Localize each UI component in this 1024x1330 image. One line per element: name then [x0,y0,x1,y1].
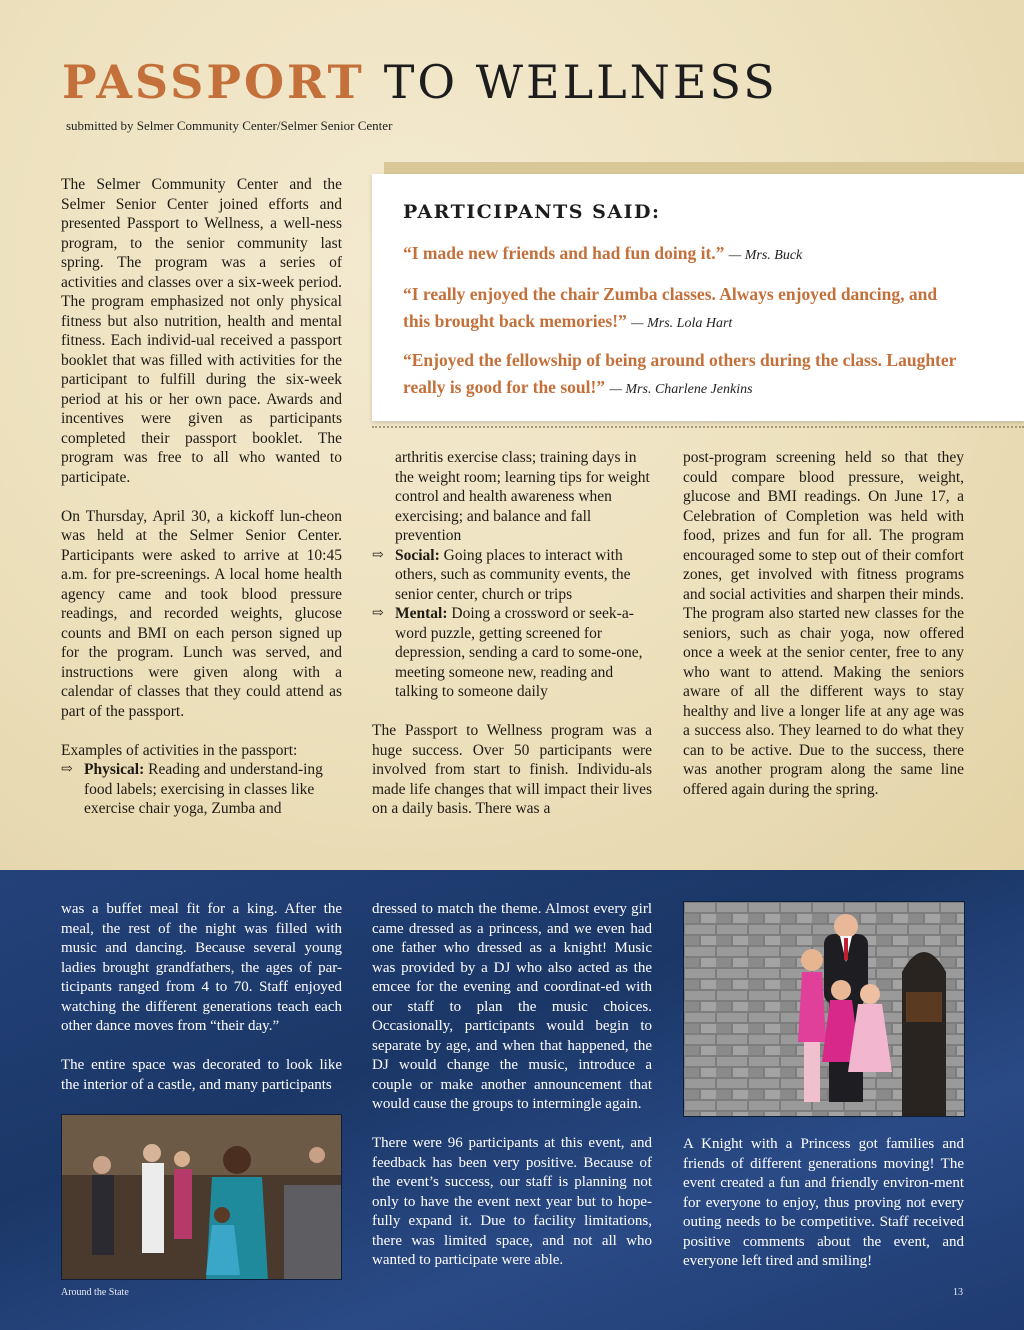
bullet-continuation: arthritis exercise class; training days in the weight room; learning tips for weight control and health awareness when exercising; and balance and fall prevention [395,449,650,544]
paragraph: was a buffet meal fit for a king. After the meal, the rest of the night was filled with music and dancing. Because several young ladies brought grandfathers, the ages of par-ticipants ranged from 4 to 70. Staff enjoyed watching the different generations teach each other dance moves from “their day.” [61,901,342,1034]
paragraph: The Passport to Wellness program was a huge success. Over 50 participants were involved from start to finish. Individu-als made life changes that will impact their lives on a daily basis. There was a [372,722,652,817]
paragraph: A Knight with a Princess got families and friends of different generations moving! The event created a fun and friendly environ-ment for everyone to enjoy, thus proving not every outing needs to be competitive. Staff received positive comments about the event, and everyone left tired and smiling! [683,1136,964,1269]
bullet-text: Going places to interact with others, such as community events, the senior center, church or trips [395,546,631,603]
bullet-label: Physical: [84,761,145,778]
quote-3 [403,347,963,403]
quote-text: “Enjoyed the fellowship of being around others during the class. Laughter really is good for the soul!” [403,350,957,397]
article-column-2 [372,448,652,819]
arrow-icon: ⇨ [61,762,73,777]
event-column-2 [372,900,652,1115]
quote-1 [403,240,963,269]
paragraph: post-program screening held so that they could compare blood pressure, weight, glucose and BMI readings. On June 17, a Celebration of Completion was held with food, prizes and fun for all. The program encouraged some to step out of their comfort zones, get involved with fitness programs and social activities and sharpen their minds. The program also started new classes for the seniors, such as chair yoga, now offered once a week at the senior center, free to any who want to attend. Making the seniors aware of all the different ways to stay healthy and live a longer life at any age was a success also. They learned to do what they can to be active. Due to the success, there was another program along the same line offered again during the spring. [683,449,964,798]
quote-attribution: — Mrs. Lola Hart [631,316,733,331]
quote-text: “I made new friends and had fun doing it.” [403,243,725,263]
article-column-1 [61,175,342,819]
list-item [61,760,342,819]
quote-box-heading: PARTICIPANTS SAID: [403,201,661,223]
paragraph: The Selmer Community Center and the Selmer Senior Center joined efforts and presented Passport to Wellness, a well-ness program, to the senior community last spring. The program was a series of activities and classes over a six-week period. The program emphasized not only physical fitness but also nutrition, health and mental fitness. Each individ-ual received a passport booklet that was filled with activities for the participant to fulfill during the six-week period at his or her own pace. Awards and incentives were given as participants completed their passport booklet. The program was free to all who wanted to participate. [61,176,342,486]
knight-princess-photo [683,901,965,1117]
activity-list [61,760,342,819]
dotted-divider [372,426,1024,428]
list-item [372,546,652,605]
quote-attribution: — Mrs. Buck [728,248,803,263]
bullet-text: Doing a crossword or seek-a-word puzzle, getting screened for depression, sending a card to some-one, meeting someone new, reading and talking to someone daily [395,605,643,700]
paragraph: The entire space was decorated to look like the interior of a castle, and many participants [61,1057,342,1093]
arrow-icon: ⇨ [372,606,384,621]
title-part-2: TO WELLNESS [383,55,778,109]
page-title [62,52,778,112]
bullet-text: Reading and understand-ing food labels; exercising in classes like exercise chair yoga, Zumba and [84,761,323,817]
quote-attribution: — Mrs. Charlene Jenkins [609,382,753,397]
list-item [372,604,652,702]
title-part-1: PASSPORT [62,55,365,109]
paragraph: dressed to match the theme. Almost every girl came dressed as a princess, and we even had one father who dressed as a knight! Music was provided by a DJ who also acted as the emcee for the evening and coordinat-ed with our staff to plan the music choices. Occasionally, participants would begin to separate by age, and when that happened, the DJ would change the music, introduce a couple or make another announcement that would cause the groups to intermingle again. [372,901,652,1112]
bullet-label: Mental: [395,605,448,622]
article-column-3 [683,448,964,799]
activity-list-continued [372,546,652,702]
paragraph: There were 96 participants at this event, and feedback has been very positive. Because of the event’s success, our staff is planning not only to have the event next year but to hope-fully expand it. Due to facility limitations, there was limited space, and not all who wanted to participate were able. [372,1135,652,1268]
byline: submitted by Selmer Community Center/Selmer Senior Center [66,118,393,133]
dance-floor-photo [61,1114,342,1280]
arrow-icon: ⇨ [372,547,384,563]
dance-floor-illustration [62,1115,342,1280]
bullet-label: Social: [395,546,440,564]
footer-section-name: Around the State [61,1287,129,1298]
paragraph: Examples of activities in the passport: [61,741,298,759]
event-column-2b [372,1134,652,1271]
event-column-3 [683,1135,964,1272]
knight-princess-illustration [684,902,965,1117]
event-column-1 [61,900,342,1095]
paragraph: On Thursday, April 30, a kickoff lun-cheon was held at the Selmer Senior Center. Participants were asked to arrive at 10:45 a.m. for pre-screenings. A local home health agency came and took blood pressure readings, and recorded weights, glucose counts and BMI on each person signed up for the program. Lunch was served, and instructions were given along with a calendar of classes that they could attend as part of the passport. [61,507,342,720]
quote-2 [403,281,963,337]
quote-text: “I really enjoyed the chair Zumba classes. Always enjoyed dancing, and this brought back memories!” [403,284,938,331]
page-number: 13 [953,1287,963,1298]
